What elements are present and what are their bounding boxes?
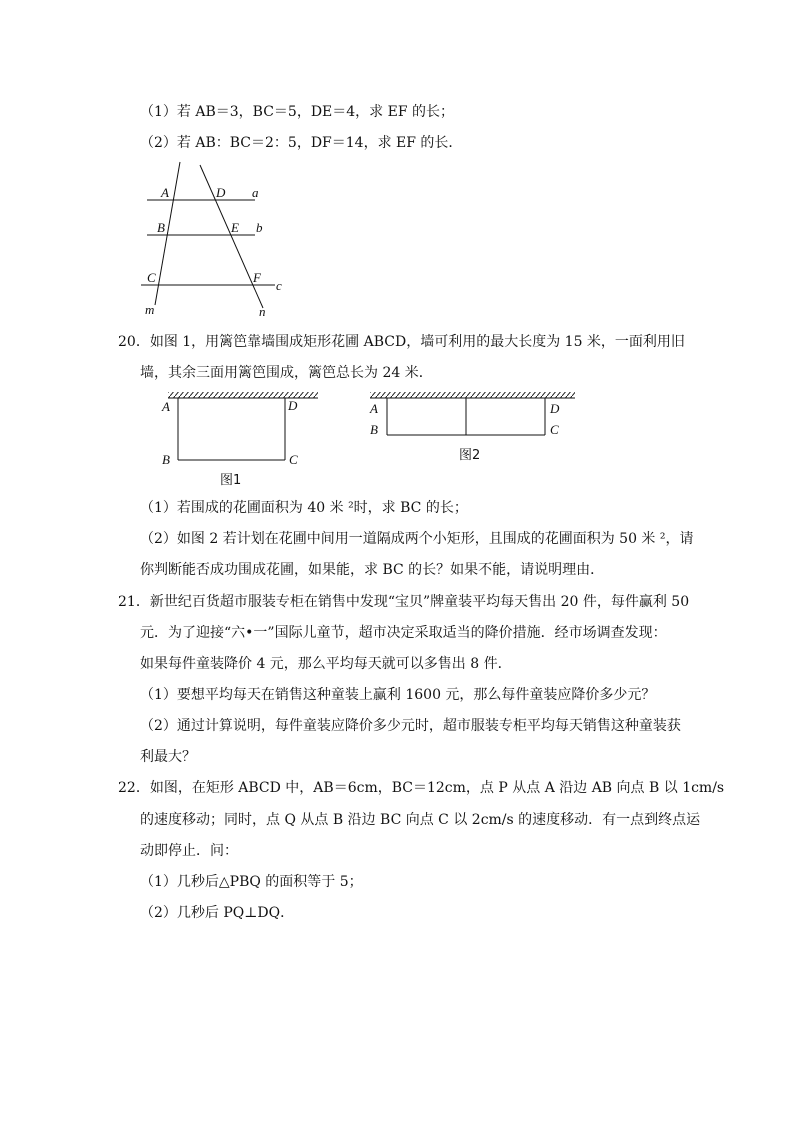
fig2-label-C: C	[550, 422, 559, 437]
fig1-label-B: B	[162, 452, 170, 467]
q19-label-A: A	[161, 185, 169, 200]
q21-part1: （1）要想平均每天在销售这种童装上赢利 1600 元，那么每件童装应降价多少元？	[140, 687, 656, 703]
q19-part1: （1）若 AB＝3，BC＝5，DE＝4，求 EF 的长；	[140, 104, 455, 120]
fig2-label-A: A	[370, 401, 378, 416]
q19-label-b: b	[256, 220, 263, 235]
fig1-label-A: A	[162, 399, 170, 414]
q22-line1: 22．如图，在矩形 ABCD 中，AB＝6cm，BC＝12cm，点 P 从点 A 沿边 AB 向点 B 以 1cm/s	[118, 780, 725, 796]
q19-label-a: a	[252, 185, 259, 200]
q19-part2: （2）若 AB：BC＝2：5，DF＝14，求 EF 的长．	[140, 135, 463, 151]
q19-label-B: B	[157, 220, 165, 235]
q20-part2-line1: （2）如图 2 若计划在花圃中间用一道隔成两个小矩形，且围成的花圃面积为 50 米 ²，请	[140, 531, 694, 547]
q22-line2: 的速度移动；同时，点 Q 从点 B 沿边 BC 向点 C 以 2cm/s 的速度移动．有一点到终点运	[140, 812, 701, 828]
q19-label-C: C	[147, 270, 156, 285]
q19-parallel-lines-figure	[135, 160, 305, 320]
q19-label-D: D	[216, 185, 226, 200]
q20-part2-line2: 你判断能否成功围成花圃，如果能，求 BC 的长？如果不能，请说明理由．	[140, 562, 605, 578]
fig2-caption: 图2	[459, 448, 481, 463]
q19-label-F: F	[253, 270, 261, 285]
q19-label-m: m	[145, 302, 155, 317]
q19-label-E: E	[231, 220, 239, 235]
q21-part2-line2: 利最大？	[140, 749, 196, 765]
q22-part1: （1）几秒后△PBQ 的面积等于 5；	[140, 874, 363, 890]
q21-line3: 如果每件童装降价 4 元，那么平均每天就可以多售出 8 件．	[140, 656, 512, 672]
q21-part2-line1: （2）通过计算说明，每件童装应降价多少元时，超市服装专柜平均每天销售这种童装获	[140, 718, 681, 734]
q20-figure1	[150, 390, 325, 490]
q20-line2: 墙，其余三面用篱笆围成，篱笆总长为 24 米．	[140, 365, 433, 381]
fig1-label-C: C	[289, 452, 298, 467]
q19-label-n: n	[259, 304, 266, 319]
q21-line2: 元．为了迎接“六•一”国际儿童节，超市决定采取适当的降价措施．经市场调查发现：	[140, 625, 667, 641]
fig1-caption: 图1	[220, 473, 242, 488]
q22-part2: （2）几秒后 PQ⊥DQ．	[140, 905, 295, 921]
fig2-label-B: B	[370, 422, 378, 437]
q21-line1: 21．新世纪百货超市服装专柜在销售中发现“宝贝”牌童装平均每天售出 20 件，每件赢利 50	[118, 594, 690, 610]
q20-line1: 20．如图 1，用篱笆靠墙围成矩形花圃 ABCD，墙可利用的最大长度为 15 米，一面利用旧	[118, 334, 685, 350]
q20-part1: （1）若围成的花圃面积为 40 米 ²时，求 BC 的长；	[140, 500, 468, 516]
q19-label-c: c	[276, 278, 282, 293]
q20-figure2	[362, 390, 582, 470]
q22-line3: 动即停止．问：	[140, 843, 238, 859]
fig2-label-D: D	[550, 401, 560, 416]
fig1-label-D: D	[288, 398, 298, 413]
